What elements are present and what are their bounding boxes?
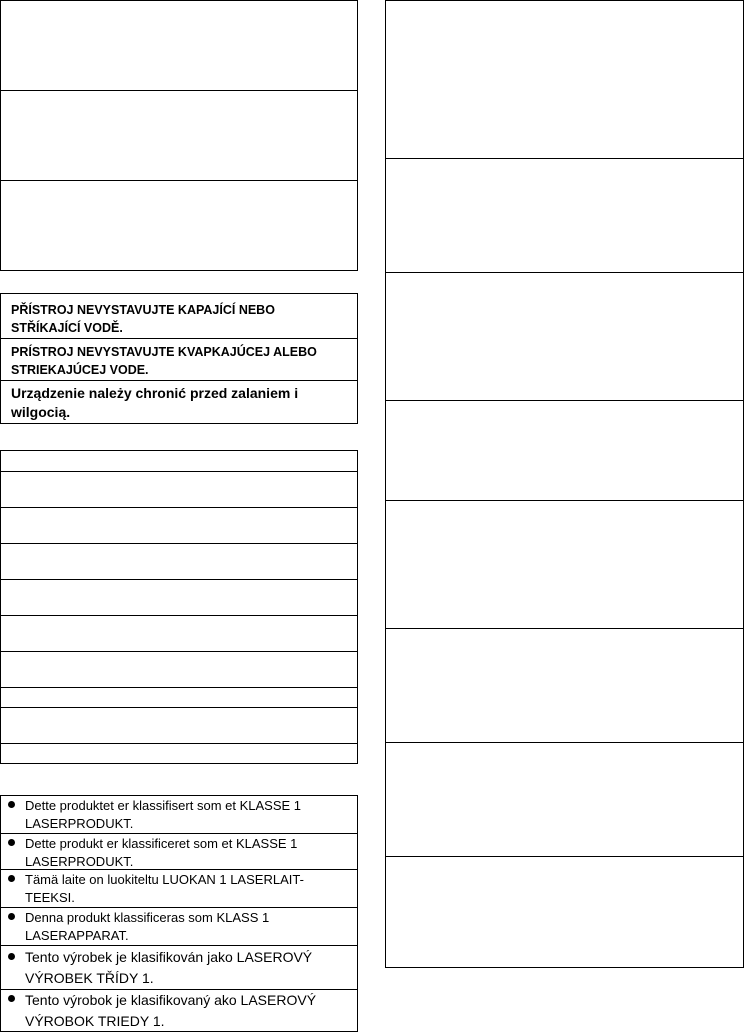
laser-notice-finnish: Tämä laite on luokiteltu LUOKAN 1 LASERLAIT-TEEKSI.: [25, 872, 304, 905]
divider: [385, 628, 744, 629]
divider: [385, 272, 744, 273]
divider: [0, 380, 358, 381]
divider: [0, 907, 358, 908]
divider: [385, 500, 744, 501]
bullet-icon: [8, 913, 15, 920]
warning-polish: Urządzenie należy chronić przed zalaniem i wilgocią.: [11, 385, 299, 420]
bullet-icon: [8, 801, 15, 808]
laser-notice-norwegian: Dette produktet er klassifisert som et KLASSE 1 LASERPRODUKT.: [25, 798, 302, 831]
blank-ruled-table: [0, 450, 358, 764]
divider: [0, 743, 358, 744]
laser-notice-czech: Tento výrobek je klasifikován jako LASEROVÝ VÝROBEK TŘÍDY 1.: [25, 949, 313, 986]
divider: [0, 471, 358, 472]
divider: [0, 579, 358, 580]
divider: [0, 338, 358, 339]
bullet-icon: [8, 875, 15, 882]
divider: [0, 90, 358, 91]
blank-notice-box-top-left: [0, 0, 358, 271]
bullet-icon: [8, 995, 15, 1002]
divider: [385, 742, 744, 743]
warning-slovak: PRÍSTROJ NEVYSTAVUJTE KVAPKAJÚCEJ ALEBO STRIEKAJÚCEJ VODE.: [11, 345, 317, 377]
divider: [0, 543, 358, 544]
divider: [0, 687, 358, 688]
divider: [0, 615, 358, 616]
bullet-icon: [8, 839, 15, 846]
divider: [0, 707, 358, 708]
laser-notice-slovak: Tento výrobok je klasifikovaný ako LASEROVÝ VÝROBOK TRIEDY 1.: [25, 992, 317, 1029]
laser-notice-swedish: Denna produkt klassificeras som KLASS 1 LASERAPPARAT.: [25, 910, 270, 943]
divider: [0, 507, 358, 508]
divider: [0, 945, 358, 946]
laser-notice-danish: Dette produkt er klassificeret som et KLASSE 1 LASERPRODUKT.: [25, 836, 298, 869]
divider: [385, 856, 744, 857]
warning-czech: PŘÍSTROJ NEVYSTAVUJTE KAPAJÍCÍ NEBO STŘÍKAJÍCÍ VODĚ.: [11, 303, 275, 335]
divider: [0, 180, 358, 181]
bullet-icon: [8, 953, 15, 960]
divider: [385, 158, 744, 159]
divider: [0, 833, 358, 834]
divider: [0, 651, 358, 652]
blank-notice-box-right: [385, 0, 744, 968]
divider: [385, 400, 744, 401]
